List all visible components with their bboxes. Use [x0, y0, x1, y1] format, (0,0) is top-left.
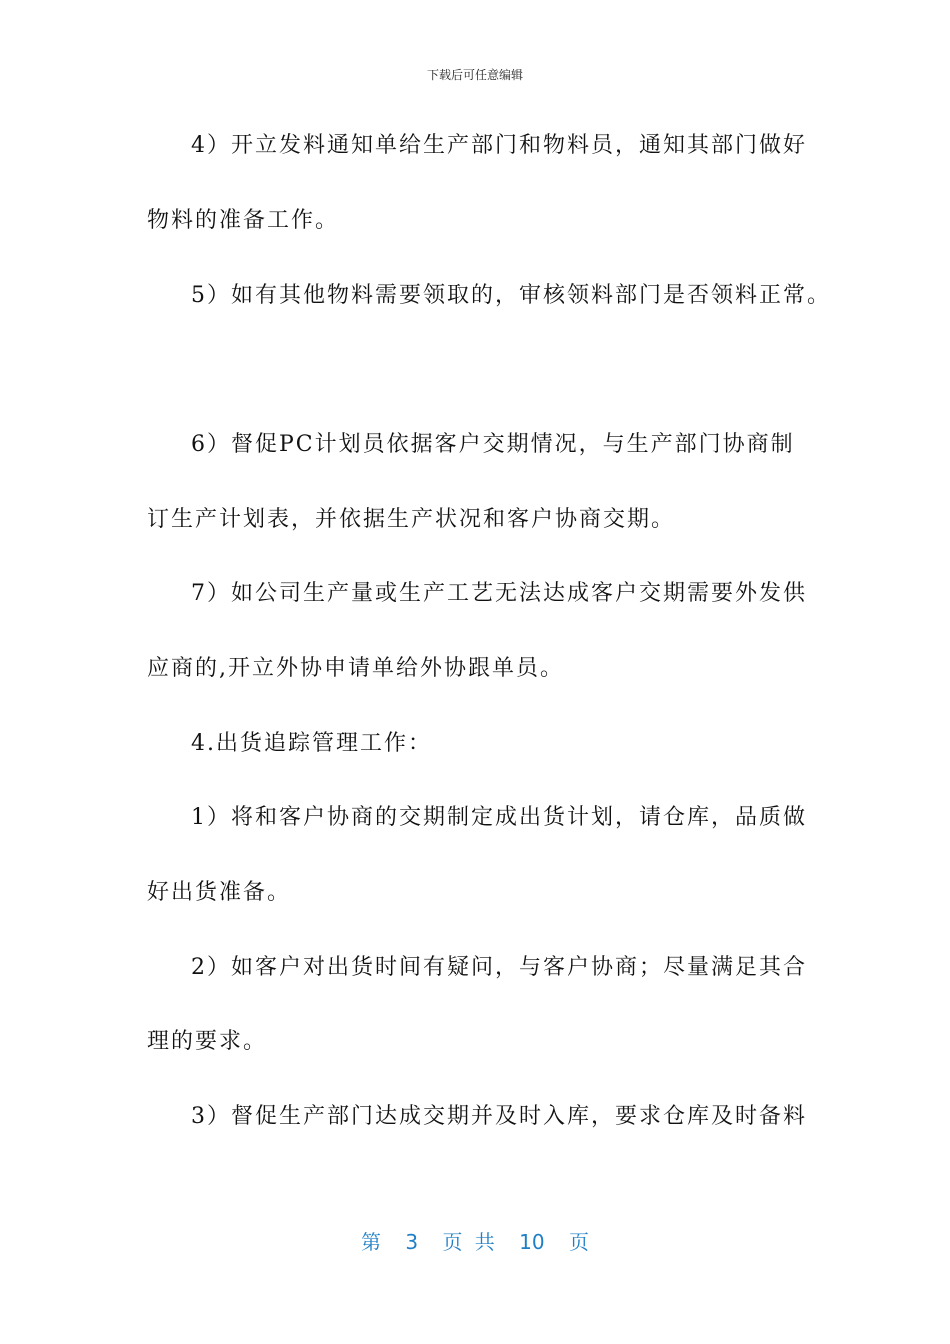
- page-footer: [0, 1226, 950, 1255]
- text-line: 2）如客户对出货时间有疑问，与客户协商；尽量满足其合: [191, 955, 807, 980]
- text-line: 5）如有其他物料需要领取的，审核领料部门是否领料正常。: [191, 283, 831, 308]
- text-line: 应商的,开立外协申请单给外协跟单员。: [147, 656, 564, 681]
- footer-page-number: 3: [405, 1230, 419, 1254]
- text-line: 订生产计划表，并依据生产状况和客户协商交期。: [147, 507, 676, 532]
- text-line: 3）督促生产部门达成交期并及时入库，要求仓库及时备料: [191, 1104, 807, 1129]
- footer-middle: 页 共: [442, 1230, 495, 1254]
- text-line: 好出货准备。: [147, 880, 292, 905]
- text-line: 1）将和客户协商的交期制定成出货计划，请仓库，品质做: [191, 805, 807, 830]
- text-line: 理的要求。: [147, 1029, 268, 1054]
- text-line: 6）督促PC计划员依据客户交期情况，与生产部门协商制: [191, 432, 795, 457]
- section-heading: 4.出货追踪管理工作：: [191, 731, 432, 756]
- footer-total-pages: 10: [519, 1230, 545, 1254]
- text-line: 7）如公司生产量或生产工艺无法达成客户交期需要外发供: [191, 581, 807, 606]
- footer-suffix: 页: [568, 1230, 589, 1254]
- footer-prefix: 第: [361, 1230, 381, 1254]
- page-header: 下载后可任意编辑: [426, 68, 523, 82]
- text-line: 4）开立发料通知单给生产部门和物料员，通知其部门做好: [191, 133, 807, 158]
- text-line: 物料的准备工作。: [147, 208, 340, 233]
